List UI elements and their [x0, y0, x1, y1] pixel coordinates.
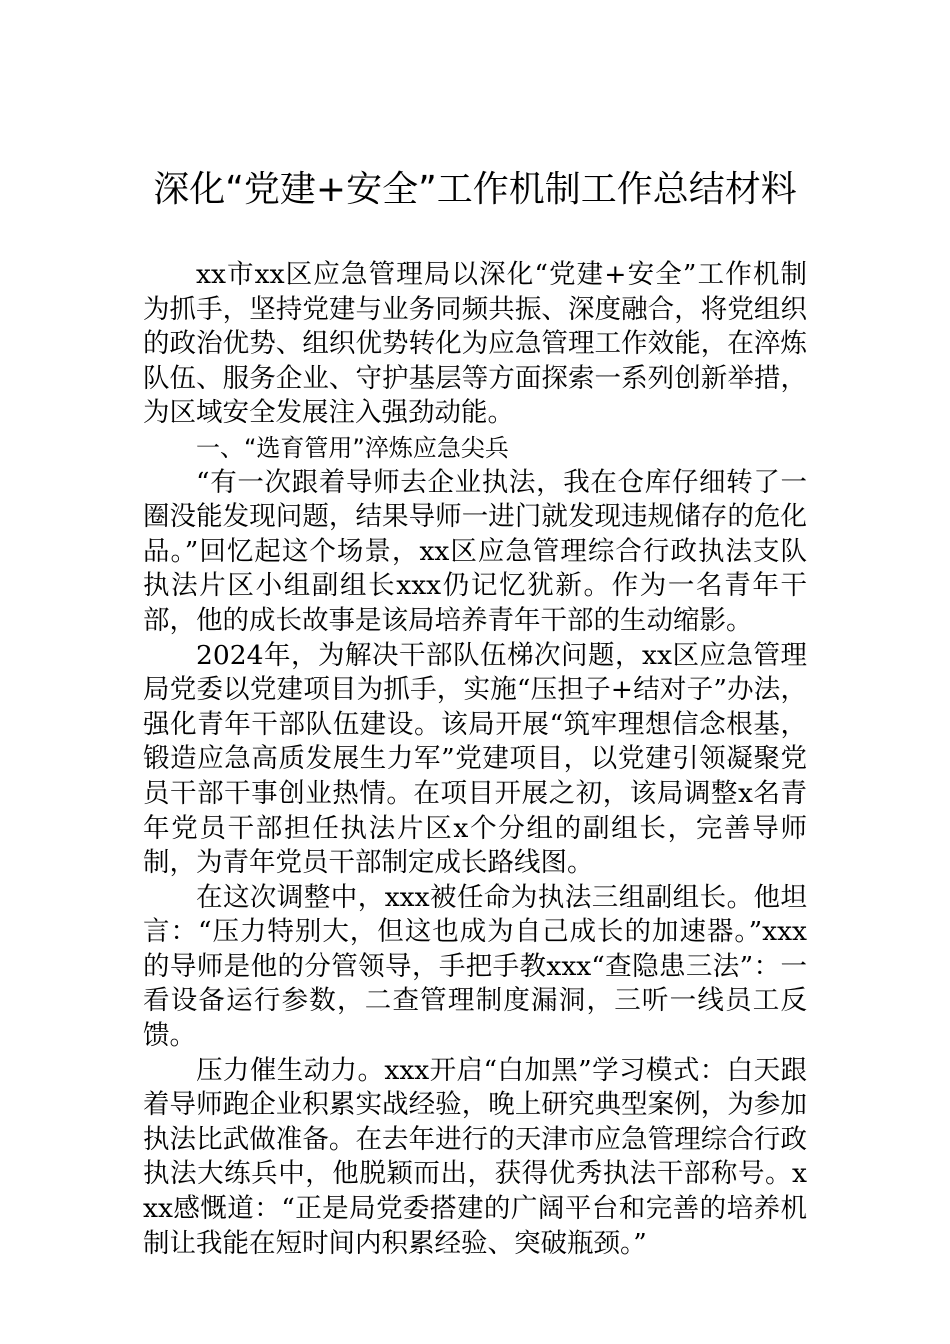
body-paragraph-2: 2024年，为解决干部队伍梯次问题，xx区应急管理局党委以党建项目为抓手，实施“压担子+结对子”办法，强化青年干部队伍建设。该局开展“筑牢理想信念根基，锻造应急高质发展生力军”党建项目，以党建引领凝聚党员干部干事创业热情。在项目开展之初，该局调整x名青年党员干部担任执法片区x个分组的副组长，完善导师制，为青年党员干部制定成长路线图。	[143, 639, 807, 879]
body-paragraph-4: 压力催生动力。xxx开启“白加黑”学习模式：白天跟着导师跑企业积累实战经验，晚上研究典型案例，为参加执法比武做准备。在去年进行的天津市应急管理综合行政执法大练兵中，他脱颖而出，获得优秀执法干部称号。xxx感慨道：“正是局党委搭建的广阔平台和完善的培养机制让我能在短时间内积累经验、突破瓶颈。”	[143, 1054, 807, 1259]
section-heading-1: 一、“选育管用”淬炼应急尖兵	[196, 433, 509, 462]
intro-paragraph: xx市xx区应急管理局以深化“党建+安全”工作机制为抓手，坚持党建与业务同频共振、深度融合，将党组织的政治优势、组织优势转化为应急管理工作效能，在淬炼队伍、服务企业、守护基层等方面探索一系列创新举措，为区域安全发展注入强劲动能。	[143, 259, 807, 429]
body-paragraph-3: 在这次调整中，xxx被任命为执法三组副组长。他坦言：“压力特别大，但这也成为自己成长的加速器。”xxx的导师是他的分管领导，手把手教xxx“查隐患三法”：一看设备运行参数，二查管理制度漏洞，三听一线员工反馈。	[143, 881, 807, 1052]
body-paragraph-1: “有一次跟着导师去企业执法，我在仓库仔细转了一圈没能发现问题，结果导师一进门就发现违规储存的危化品。”回忆起这个场景，xx区应急管理综合行政执法支队执法片区小组副组长xxx仍记忆犹新。作为一名青年干部，他的成长故事是该局培养青年干部的生动缩影。	[143, 466, 807, 636]
document-body	[143, 258, 807, 1261]
document-title: 深化“党建+安全”工作机制工作总结材料	[153, 169, 797, 210]
